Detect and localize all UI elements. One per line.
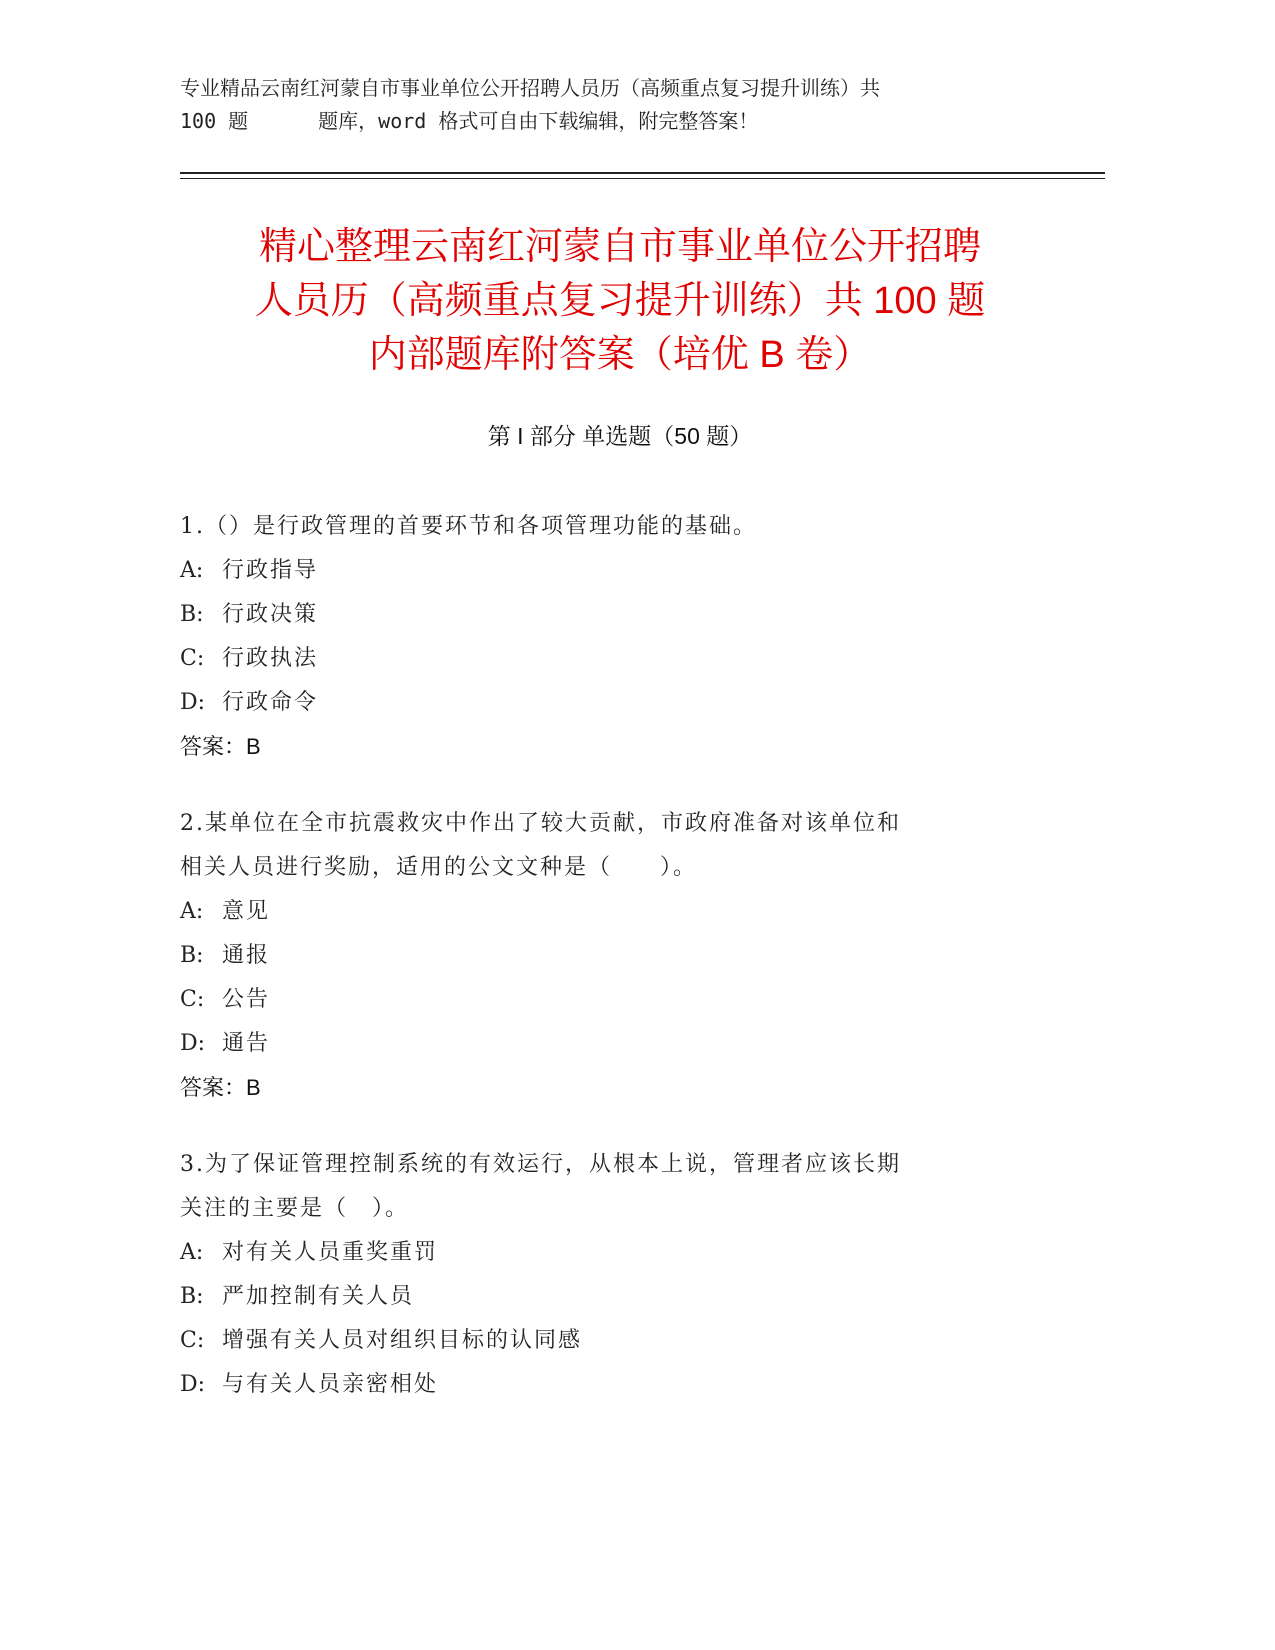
option-key: A: xyxy=(180,899,204,924)
page-header xyxy=(180,72,1040,138)
option-text: 严加控制有关人员 xyxy=(222,1284,415,1309)
option-key: D: xyxy=(180,1031,206,1056)
option-key: B: xyxy=(180,943,204,968)
option-key: C: xyxy=(180,1328,205,1353)
option-text: 行政命令 xyxy=(222,690,319,715)
question-option xyxy=(180,1319,1060,1363)
header-rule-thick xyxy=(180,172,1105,174)
question-option xyxy=(180,1231,1060,1275)
question-list xyxy=(180,505,1060,1440)
question-stem: 3.为了保证管理控制系统的有效运行，从根本上说，管理者应该长期 xyxy=(180,1152,901,1177)
header-line-2 xyxy=(180,105,1040,138)
option-key: B: xyxy=(180,602,204,627)
question-item xyxy=(180,1143,1060,1407)
question-option xyxy=(180,681,1060,725)
option-text: 增强有关人员对组织目标的认同感 xyxy=(222,1328,583,1353)
option-key: C: xyxy=(180,646,205,671)
title-line-1: 精心整理云南红河蒙自市事业单位公开招聘 xyxy=(258,226,981,268)
option-key: A: xyxy=(180,558,204,583)
option-text: 与有关人员亲密相处 xyxy=(222,1372,439,1397)
question-option xyxy=(180,1022,1060,1066)
question-option xyxy=(180,890,1060,934)
option-key: D: xyxy=(180,690,206,715)
header-line-2-left: 100 题 xyxy=(180,109,249,133)
option-text: 意见 xyxy=(222,899,271,924)
option-text: 通报 xyxy=(222,943,271,968)
option-key: A: xyxy=(180,1240,204,1265)
question-option xyxy=(180,1363,1060,1407)
question-option xyxy=(180,978,1060,1022)
question-option xyxy=(180,1275,1060,1319)
question-option xyxy=(180,637,1060,681)
option-key: C: xyxy=(180,987,205,1012)
question-option xyxy=(180,593,1060,637)
document-title xyxy=(180,220,1060,382)
question-option xyxy=(180,934,1060,978)
title-line-2: 人员历（高频重点复习提升训练）共 100 题 xyxy=(254,280,986,322)
option-text: 行政指导 xyxy=(222,558,319,583)
question-stem: 关注的主要是（ ）。 xyxy=(180,1196,410,1221)
option-key: D: xyxy=(180,1372,206,1397)
option-key: B: xyxy=(180,1284,204,1309)
header-line-2-right: 题库，word 格式可自由下载编辑，附完整答案！ xyxy=(318,109,759,133)
question-stem: 1.（）是行政管理的首要环节和各项管理功能的基础。 xyxy=(180,514,757,539)
question-item xyxy=(180,802,1060,1110)
option-text: 对有关人员重奖重罚 xyxy=(222,1240,439,1265)
question-stem: 2.某单位在全市抗震救灾中作出了较大贡献，市政府准备对该单位和 xyxy=(180,811,901,836)
answer-line: 答案：B xyxy=(180,734,261,759)
option-text: 通告 xyxy=(222,1031,271,1056)
header-line-1: 专业精品云南红河蒙自市事业单位公开招聘人员历（高频重点复习提升训练）共 xyxy=(180,76,880,100)
question-item xyxy=(180,505,1060,769)
option-text: 公告 xyxy=(222,987,271,1012)
section-heading: 第 I 部分 单选题（50 题） xyxy=(487,423,753,449)
option-text: 行政执法 xyxy=(222,646,319,671)
title-line-3: 内部题库附答案（培优 B 卷） xyxy=(368,334,872,376)
answer-line: 答案：B xyxy=(180,1075,261,1100)
question-option xyxy=(180,549,1060,593)
question-stem: 相关人员进行奖励，适用的公文文种是（ ）。 xyxy=(180,855,698,880)
header-rule-thin xyxy=(180,178,1105,179)
option-text: 行政决策 xyxy=(222,602,319,627)
